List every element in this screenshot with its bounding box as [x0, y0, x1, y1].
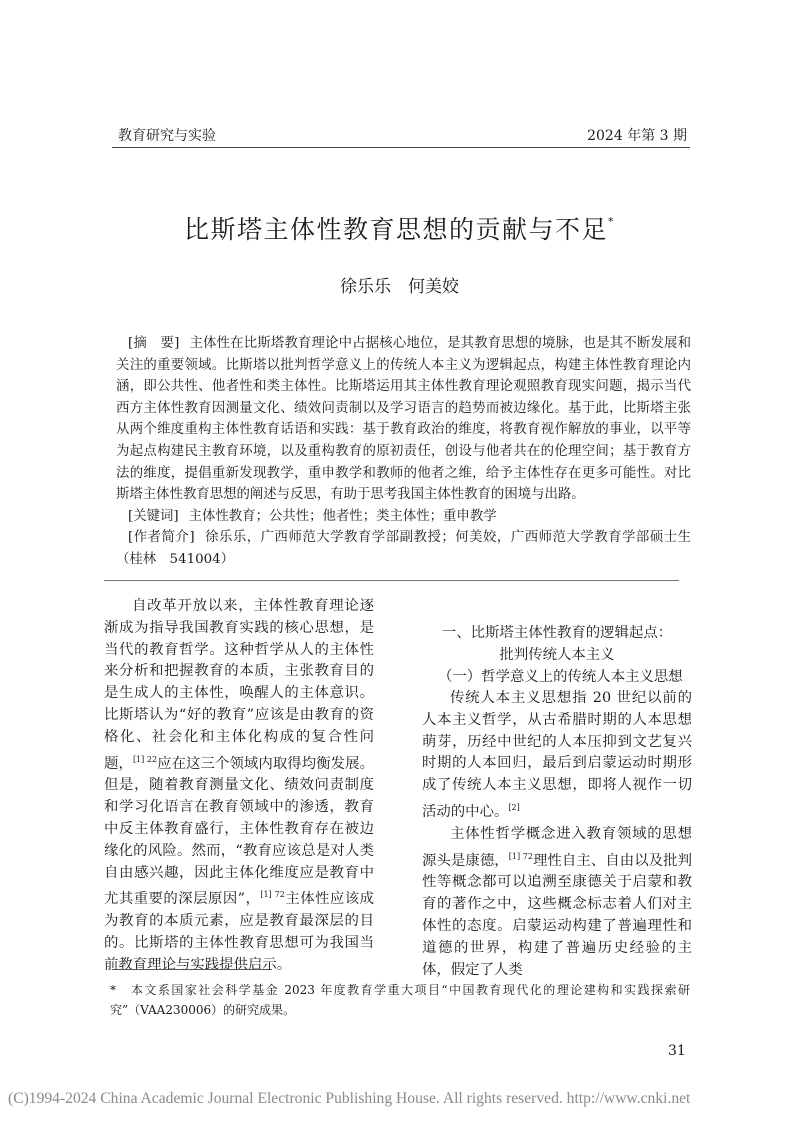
body-text-b: 理性自主、自由以及批判性等概念都可以追溯至康德关于启蒙和教育的著作之中，这些概念标志着人们对主体性的态度。启蒙运动构建了普遍理性和道德的世界，构建了普遍历史经验的主体，假定了人类: [422, 852, 692, 978]
author-info-text: 徐乐乐，广西师范大学教育学部副教授；何美姣，广西师范大学教育学部硕士生（桂林 541004）: [116, 530, 692, 567]
author-info-label: [作者简介]: [128, 530, 195, 546]
body-text: 传统人本主义思想指 20 世纪以前的人本主义哲学，从古希腊时期的人本思想萌芽，历经中世纪的人本压抑到文艺复兴时期的人本回归，最后到启蒙运动时期形成了传统人本主义思想，即将人视作一切活动的中心。: [422, 690, 692, 820]
abstract-block: [116, 333, 691, 571]
intro-text-a: 自改革开放以来，主体性教育理论逐渐成为指导我国教育实践的核心思想，是当代的教育哲学。这种哲学从人的主体性来分析和把握教育的本质，主张教育目的是生成人的主体性，唤醒人的主体意识。比斯塔认为“好的教育”应该是由教育的资格化、社会化和主体化构成的复合性问题，: [104, 598, 374, 772]
citation-ref: [1] 22: [132, 754, 158, 764]
body-paragraph: [422, 688, 692, 824]
citation-ref: [1] 72: [260, 890, 285, 900]
intro-text-b: 应在这三个领域内取得均衡发展。但是，随着教育测量文化、绩效问责制度和学习化语言在教育领域中的渗透，教育中反主体教育盛行，主体性教育存在被边缘化的风险。然而，“教育应该总是对人类自由感兴趣，因此主体化维度应是教育中尤其重要的深层原因”，: [104, 755, 374, 908]
section-heading-line-2: 批判传统人本主义: [499, 647, 615, 663]
citation-ref: [1] 72: [508, 851, 533, 861]
journal-name: 教育研究与实验: [118, 128, 216, 144]
intro-text-c: 主体性应该成为教育的本质元素，应是教育最深层的目的。比斯塔的主体性教育思想可为我国当前教育理论与实践提供启示。: [104, 891, 374, 973]
authors: 徐乐乐 何美姣: [340, 277, 459, 297]
citation-ref: [2]: [508, 802, 520, 812]
body-paragraph: [422, 824, 692, 982]
article-title: [0, 210, 799, 246]
author-info-line: [116, 527, 691, 570]
title-text: 比斯塔主体性教育思想的贡献与不足: [183, 215, 608, 244]
footnote: * 本文系国家社会科学基金 2023 年度教育学重大项目“中国教育现代化的理论建构和实践探索研究”（VAA230006）的研究成果。: [110, 983, 690, 1017]
copyright-watermark: (C)1994-2024 China Academic Journal Electronic Publishing House. All rights reserved. http://www.cnki.net: [8, 1090, 691, 1107]
keywords-text: 主体性教育；公共性；他者性；类主体性；重申教学: [188, 508, 497, 524]
title-footnote-mark: *: [608, 215, 615, 228]
abstract-separator: [104, 580, 679, 581]
body-text-a: 主体性哲学概念进入教育领域的思想源头是康德，: [422, 825, 692, 869]
subsection-heading: （一）哲学意义上的传统人本主义思想: [438, 669, 683, 685]
keywords-label: [关键词]: [128, 508, 179, 524]
keywords-line: [116, 506, 691, 528]
intro-paragraph: [104, 596, 374, 977]
right-column: [422, 622, 692, 981]
page-number: 31: [668, 1043, 686, 1059]
abstract-label: [摘 要]: [128, 336, 180, 351]
issue-label: 2024 年第 3 期: [587, 128, 687, 144]
section-heading-line-1: 一、比斯塔主体性教育的逻辑起点：: [441, 625, 673, 641]
left-column: [104, 596, 374, 977]
header-rule: [112, 147, 690, 148]
footnote-rule: [112, 969, 272, 970]
abstract-paragraph: [116, 333, 691, 506]
abstract-text: 主体性在比斯塔教育理论中占据核心地位，是其教育思想的境脉，也是其不断发展和关注的重要领域。比斯塔以批判哲学意义上的传统人本主义为逻辑起点，构建主体性教育理论内涵，即公共性、他者性和类主体性。比斯塔运用其主体性教育理论观照教育现实问题，揭示当代西方主体性教育因测量文化、绩效问责制以及学习语言的趋势而被边缘化。基于此，比斯塔主张从两个维度重构主体性教育话语和实践：基于教育政治的维度，将教育视作解放的事业，以平等为起点构建民主教育环境，以及重构教育的原初责任，创设与他者共在的伦理空间；基于教育方法的维度，提倡重新发现教学，重申教学和教师的他者之维，给予主体性存在更多可能性。对比斯塔主体性教育思想的阐述与反思，有助于思考我国主体性教育的困境与出路。: [116, 336, 691, 503]
